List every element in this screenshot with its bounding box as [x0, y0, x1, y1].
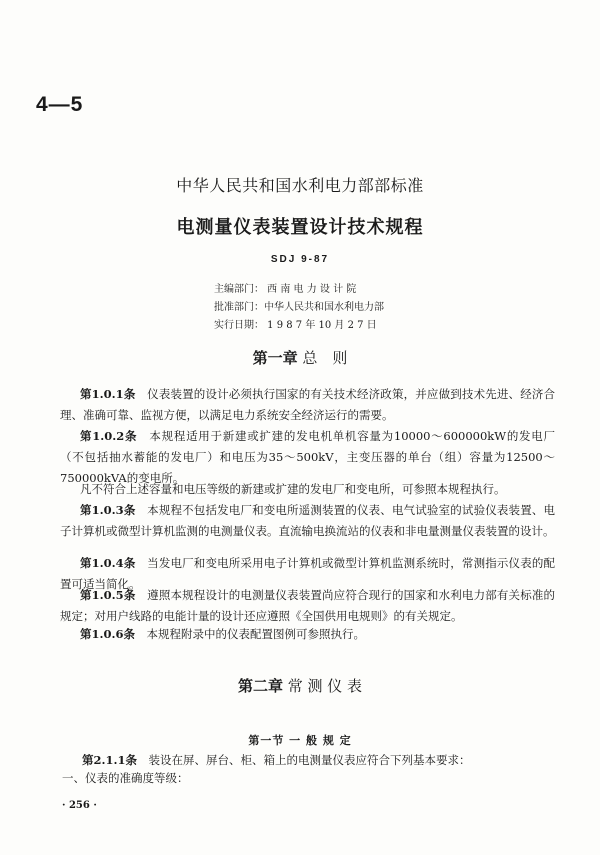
standard-number: SDJ 9-87	[270, 254, 330, 265]
article-text: 仪表装置的设计必须执行国家的有关技术经济政策，并应做到技术先进、经济合理、准确可靠、监视方便，以满足电力系统安全经济运行的需要。	[60, 387, 556, 422]
page-number: · 256 ·	[62, 800, 97, 811]
chapter-2-title: 常 测 仪 表	[287, 677, 363, 695]
article-number: 第1.0.2条	[80, 429, 138, 443]
chapter-2-label: 第二章	[237, 677, 283, 695]
editor-line: 主编部门： 西 南 电 力 设 计 院	[214, 284, 357, 295]
item-1: 一、仪表的准确度等级：	[62, 771, 189, 785]
article-number: 第2.1.1条	[82, 753, 138, 767]
article-text: 装设在屏、屏台、柜、箱上的电测量仪表应符合下列基本要求：	[137, 753, 471, 767]
section-1-heading	[0, 732, 600, 748]
article-text: 本规程附录中的仪表配置图例可参照执行。	[135, 627, 366, 641]
article-text: 当发电厂和变电所采用电子计算机或微型计算机监测系统时，常测指示仪表的配置可适当简化。	[60, 556, 556, 591]
section-1-label: 第一节	[248, 734, 285, 747]
article-1-0-5	[60, 585, 555, 627]
article-1-0-6	[60, 624, 555, 645]
article-number: 第1.0.3条	[80, 503, 136, 517]
article-2-1-1	[82, 752, 471, 768]
article-text: 本规程不包括发电厂和变电所遥测装置的仪表、电气试验室的试验仪表装置、电子计算机或微型计算机监测的电测量仪表。直流输电换流站的仪表和非电量测量仪表装置的设计。	[60, 503, 556, 538]
section-1-title: 一 般 规 定	[289, 734, 352, 747]
article-1-0-2-note	[60, 479, 555, 500]
chapter-1-label: 第一章	[252, 349, 298, 367]
chapter-1-title: 总 则	[302, 349, 348, 367]
article-1-0-3	[60, 500, 555, 542]
chapter-1-heading	[0, 347, 600, 368]
article-text: 本规程适用于新建或扩建的发电机单机容量为10000～600000kW的发电厂（不包括抽水蓄能的发电厂）和电压为35～500kV，主变压器的单台（组）容量为12500～750000kVA的变电所。	[60, 429, 555, 485]
article-number: 第1.0.1条	[80, 387, 136, 401]
document-title: 电测量仪表装置设计技术规程	[176, 217, 424, 238]
article-number: 第1.0.5条	[80, 588, 136, 602]
article-number: 第1.0.4条	[80, 556, 136, 570]
article-1-0-1	[60, 384, 555, 426]
article-text: 遵照本规程设计的电测量仪表装置尚应符合现行的国家和水利电力部有关标准的规定；对用户线路的电能计量的设计还应遵照《全国供用电规则》的有关规定。	[60, 588, 556, 623]
article-number: 第1.0.6条	[80, 627, 136, 641]
issuer-heading: 中华人民共和国水利电力部部标准	[176, 176, 424, 195]
article-text: 凡不符合上述容量和电压等级的新建或扩建的发电厂和变电所，可参照本规程执行。	[80, 482, 506, 496]
approver-line: 批准部门：中华人民共和国水利电力部	[214, 302, 384, 313]
effective-date-line: 实行日期： 1 9 8 7 年 10 月 2 7 日	[214, 320, 377, 331]
document-code: 4—5	[36, 93, 84, 116]
chapter-2-heading	[0, 675, 600, 696]
